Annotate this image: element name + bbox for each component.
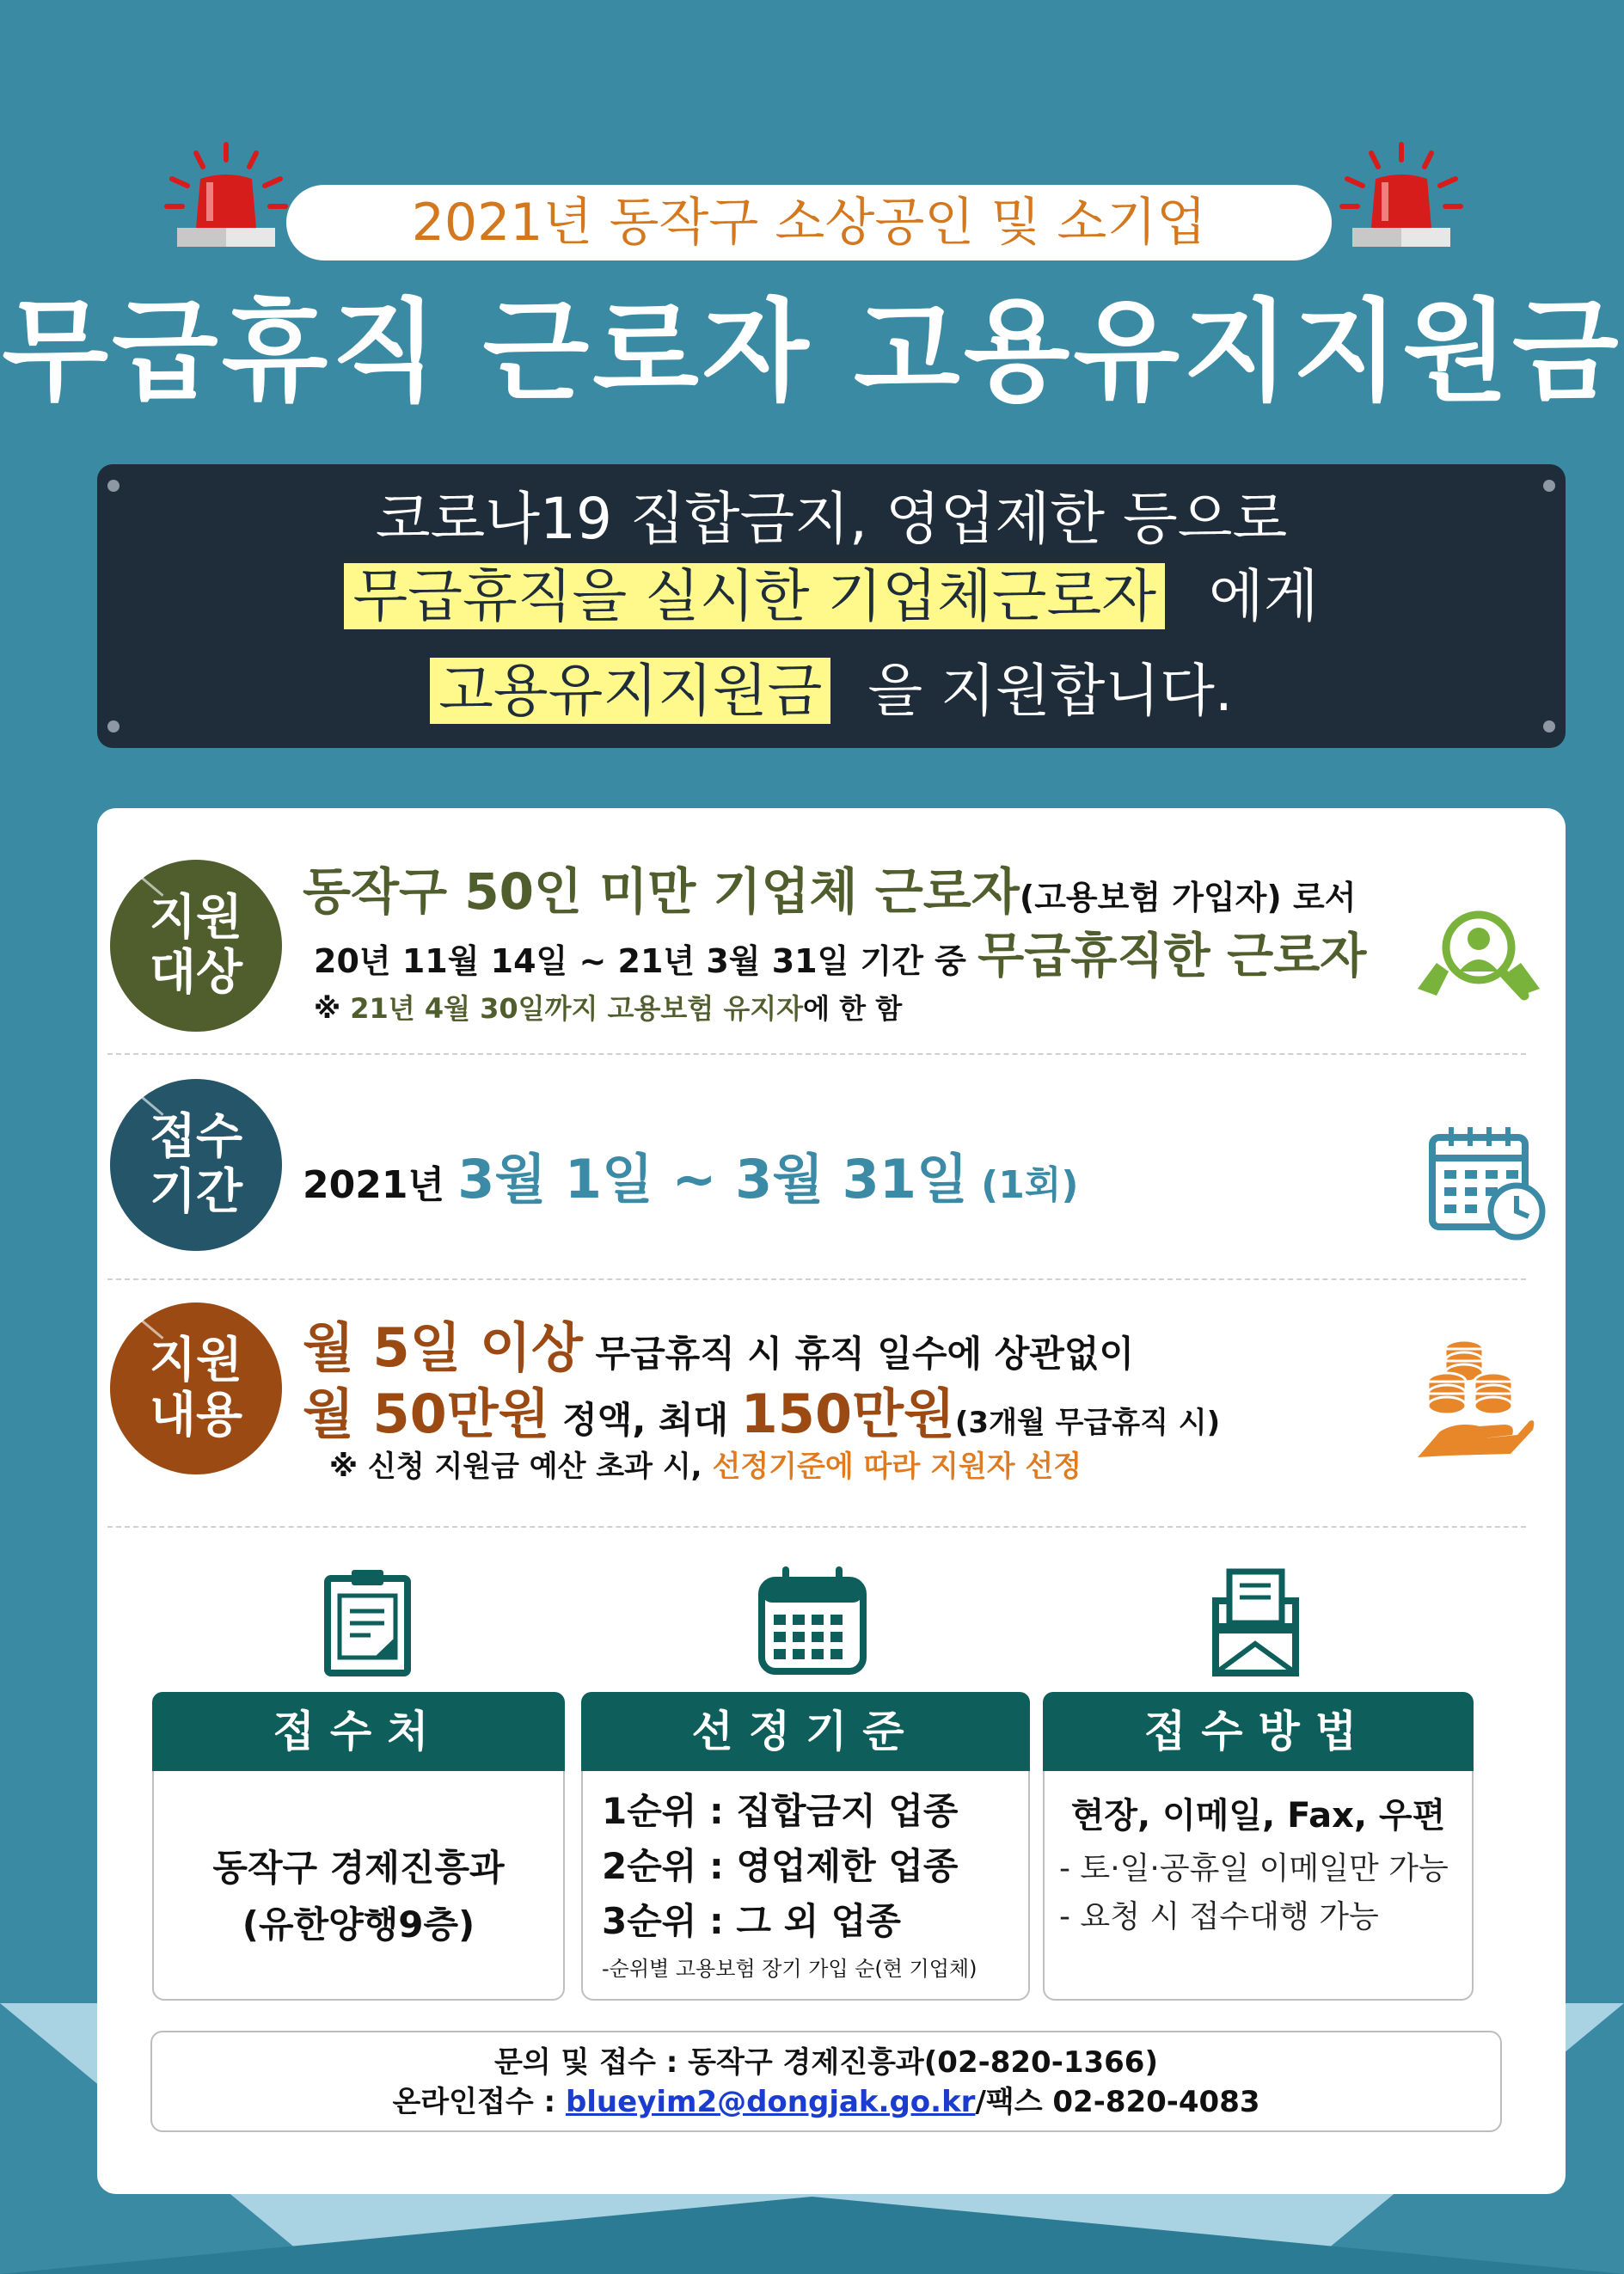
period-range: 3월 1일 ~ 3월 31일 [457, 1148, 968, 1211]
target-note-emph: 21년 4월 30일까지 고용보험 유지자 [350, 992, 804, 1025]
criteria-header: 선정기준 [581, 1692, 1030, 1771]
reception-line-2: (유한양행9층) [242, 1903, 475, 1946]
clipboard-icon [322, 1566, 413, 1678]
criteria-body [602, 1784, 977, 1989]
criteria-item: 3순위 : 그 외 업종 [602, 1900, 901, 1942]
badge-target [110, 860, 282, 1032]
notice-line-1: 코로나19 집합금지, 영업제한 등으로 [375, 486, 1288, 552]
notice-line-3-rest: 을 지원합니다. [867, 658, 1233, 724]
contact-line-2 [152, 2082, 1500, 2122]
method-note: - 토·일·공휴일 이메일만 가능 [1059, 1851, 1449, 1886]
content-note-emph: 선정기준에 따라 지원자 선정 [712, 1450, 1082, 1484]
contact-fax: /팩스 02-820-4083 [975, 2085, 1260, 2119]
badge-content [110, 1302, 282, 1474]
target-paren: (고용보험 가입자) [1019, 879, 1282, 916]
mailbox-icon [1210, 1566, 1301, 1678]
page-title: 무급휴직 근로자 고용유지지원금 [2, 288, 1622, 416]
siren-icon [162, 138, 291, 267]
method-notes [1059, 1845, 1449, 1941]
target-suffix: 로서 [1281, 879, 1357, 916]
method-header: 접수방법 [1043, 1692, 1474, 1771]
content-note [329, 1443, 1082, 1485]
contact-email-link[interactable]: blueyim2@dongjak.go.kr [565, 2085, 976, 2119]
period-text [303, 1137, 1079, 1213]
notice-line-2-rest: 에게 [1209, 563, 1319, 629]
criteria-item: 1순위 : 집합금지 업종 [602, 1790, 959, 1832]
coins-hand-icon [1414, 1328, 1535, 1466]
notice-line-3 [97, 645, 1566, 726]
target-note [314, 987, 902, 1027]
reception-header: 접수처 [152, 1692, 565, 1771]
badge-label: 지원 [149, 890, 243, 946]
badge-label: 지원 [149, 1333, 243, 1388]
badge-label: 접수 [149, 1109, 243, 1165]
content-note-text: ※ 신청 지원금 예산 초과 시, [329, 1450, 713, 1484]
badge-label: 대상 [149, 945, 243, 1001]
content-emph: 월 5일 이상 [303, 1316, 583, 1379]
notice-line-2 [97, 550, 1566, 632]
criteria-item: 2순위 : 영업제한 업종 [602, 1845, 959, 1887]
reception-line-1: 동작구 경제진흥과 [212, 1847, 505, 1889]
siren-icon [1337, 138, 1466, 267]
period-count: (1회) [967, 1163, 1079, 1207]
notice-highlight-2: 고용유지지원금 [430, 658, 830, 724]
note-mark: ※ [314, 992, 351, 1025]
content-line-2 [303, 1371, 1220, 1448]
contact-box [150, 2031, 1502, 2132]
content-paren: (3개월 무급휴직 시) [954, 1406, 1221, 1440]
badge-period [110, 1079, 282, 1251]
target-main [303, 851, 1356, 923]
target-main-text: 동작구 50인 미만 기업체 근로자 [303, 862, 1020, 921]
subtitle-pill: 2021년 동작구 소상공인 및 소기업 [286, 185, 1332, 260]
method-main: 현장, 이메일, Fax, 우편 [1070, 1796, 1446, 1836]
content-line-2-mid: 정액, 최대 [549, 1399, 741, 1441]
contact-online-label: 온라인접수 : [392, 2085, 566, 2119]
reception-body [154, 1840, 563, 1953]
user-search-icon [1414, 903, 1543, 1006]
contact-line-1: 문의 및 접수 : 동작구 경제진흥과(02-820-1366) [494, 2045, 1158, 2080]
content-emph: 150만원 [740, 1382, 955, 1445]
content-emph: 월 50만원 [303, 1382, 550, 1445]
badge-label: 기간 [149, 1164, 243, 1220]
divider [107, 1053, 1526, 1055]
period-year: 2021년 [303, 1163, 458, 1207]
content-line-1-rest: 무급휴직 시 휴직 일수에 상관없이 [582, 1333, 1135, 1375]
divider [107, 1278, 1526, 1280]
method-note: - 요청 시 접수대행 가능 [1059, 1899, 1379, 1934]
content-line-1 [303, 1305, 1134, 1382]
target-period [314, 918, 1366, 987]
badge-label: 내용 [149, 1388, 243, 1443]
divider [107, 1526, 1526, 1528]
target-period-text: 20년 11월 14일 ~ 21년 3월 31일 기간 중 [314, 942, 978, 980]
notice-box [97, 464, 1566, 748]
target-note-suffix: 에 한 함 [803, 992, 903, 1025]
notice-highlight-1: 무급휴직을 실시한 기업체근로자 [344, 563, 1165, 629]
calendar-icon [757, 1566, 868, 1678]
target-period-emph: 무급휴직한 근로자 [977, 929, 1367, 984]
criteria-note: -순위별 고용보험 장기 가입 순(현 기업체) [602, 1957, 977, 1981]
calendar-clock-icon [1427, 1122, 1547, 1242]
